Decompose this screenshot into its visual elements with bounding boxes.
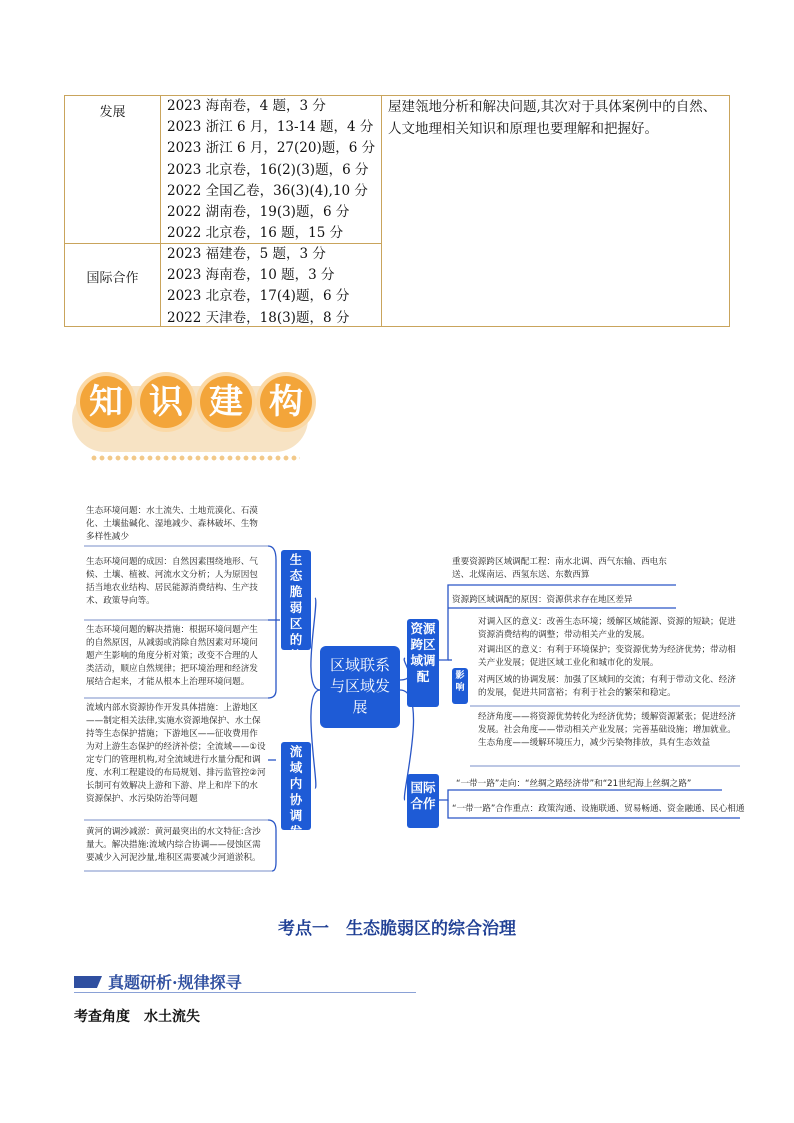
banner-char: 知 xyxy=(80,376,132,428)
banner-char: 构 xyxy=(260,376,312,428)
leaf-yellow-river: 黄河的调沙减淤：黄河最突出的水文特征:含沙量大。解决措施:流域内综合协调——侵蚀区需要减少入河泥沙量,堆积区需要减少河道淤积。 xyxy=(86,827,261,863)
section-header xyxy=(74,968,416,996)
branch-resource-allocation: 资源跨区域调配 xyxy=(407,619,439,707)
source-item: 2023 浙江 6 月，27(20)题，6 分 xyxy=(167,140,376,157)
branch-intl-cooperation: 国际合作 xyxy=(407,774,439,828)
source-item: 2023 海南卷，4 题，3 分 xyxy=(167,98,326,114)
source-item: 2023 福建卷，5 题，3 分 xyxy=(167,246,326,262)
source-item: 2022 天津卷，18(3)题，8 分 xyxy=(167,309,350,326)
leaf-cause: 资源跨区域调配的原因：资源供求存在地区差异 xyxy=(452,595,633,605)
category-international: 国际合作 xyxy=(86,271,139,286)
leaf-projects: 重要资源跨区域调配工程：南水北调、西气东输、西电东送、北煤南运、西氢东送、东数西算 xyxy=(452,557,667,580)
source-item: 2023 海南卷，10 题，3 分 xyxy=(167,267,335,284)
source-item: 2022 全国乙卷，36(3)(4),10 分 xyxy=(167,182,368,199)
banner-char: 建 xyxy=(200,376,252,428)
branch-eco-fragile: 生态脆弱区的综合治理 xyxy=(281,550,311,650)
leaf-angles: 经济角度——将资源优势转化为经济优势；缓解资源紧张；促进经济发展。社会角度——带动相关产业发展；完善基础设施；增加就业。生态角度——缓解环境压力，减少污染物排放，具有生态效益 xyxy=(478,712,736,748)
branch-impact: 影响 xyxy=(452,668,468,704)
topic-heading: 考点一 生态脆弱区的综合治理 xyxy=(278,919,516,939)
table-note: 屋建瓴地分析和解决问题,其次对于具体案例中的自然、人文地理相关知识和原理也要理解和把握好。 xyxy=(388,99,717,137)
exam-angle: 考查角度 水土流失 xyxy=(74,1009,200,1025)
center-node: 区域联系与区域发展 xyxy=(320,646,400,728)
leaf-eco-solutions: 生态环境问题的解决措施：根据环境问题产生的自然原因，从减弱或消除自然因素对环境问题产生影响的角度分析对策；改变不合理的人类活动，顺应自然规律；把环境治理和经济发展结合起来，才能从根本上治理环境问题。 xyxy=(86,625,258,687)
source-item: 2023 北京卷，16(2)(3)题，6 分 xyxy=(167,161,369,178)
category-development: 发展 xyxy=(99,105,126,120)
branch-river-basin: 流域内协调发展 xyxy=(281,742,311,830)
source-item: 2022 湖南卷，19(3)题，6 分 xyxy=(167,204,350,221)
leaf-coordination: 对两区域的协调发展：加强了区域间的交流；有利于带动文化、经济的发展，促进共同富裕；有利于社会的繁荣和稳定。 xyxy=(478,675,736,698)
leaf-brs-focus: “一带一路”合作重点：政策沟通、设施联通、贸易畅通、资金融通、民心相通 xyxy=(452,804,745,814)
leaf-river-measures: 流域内部水资源协作开发具体措施：上游地区——制定相关法律,实施水资源地保护、水土保持等生态保护措施；下游地区——征收费用作为对上游生态保护的经济补偿；全流域——①设定专门的管理机构,对全流域进行水量分配和调度、水利工程建设的布局规划、排污监管控②河长制可有效解决上游和下游、岸上和岸下的水资源保护、水污染防治等问题 xyxy=(86,703,266,804)
source-item: 2022 北京卷，16 题，15 分 xyxy=(167,225,344,242)
leaf-export-significance: 对调出区的意义：有利于环境保护；变资源优势为经济优势；带动相关产业发展；促进区域工业化和城市化的发展。 xyxy=(478,645,736,668)
source-item: 2023 浙江 6 月，13-14 题，4 分 xyxy=(167,119,374,136)
section-title: 真题研析·规律探寻 xyxy=(108,973,242,992)
leaf-import-significance: 对调入区的意义：改善生态环境；缓解区域能源、资源的短缺；促进资源消费结构的调整；带动相关产业的发展。 xyxy=(478,617,736,640)
banner-char: 识 xyxy=(140,376,192,428)
source-item: 2023 北京卷，17(4)题，6 分 xyxy=(167,288,350,305)
leaf-eco-problems: 生态环境问题：水土流失、土地荒漠化、石漠化、土壤盐碱化、湿地减少、森林破坏、生物多样性减少 xyxy=(86,506,258,542)
leaf-eco-causes: 生态环境问题的成因：自然因素围绕地形、气候、土壤、植被、河流水文分析；人为原因包括当地农业结构、居民能源消费结构、生产技术、政策导向等。 xyxy=(86,557,258,606)
leaf-brs-direction: “一带一路”走向：“丝绸之路经济带”和“21世纪海上丝绸之路” xyxy=(456,779,692,789)
